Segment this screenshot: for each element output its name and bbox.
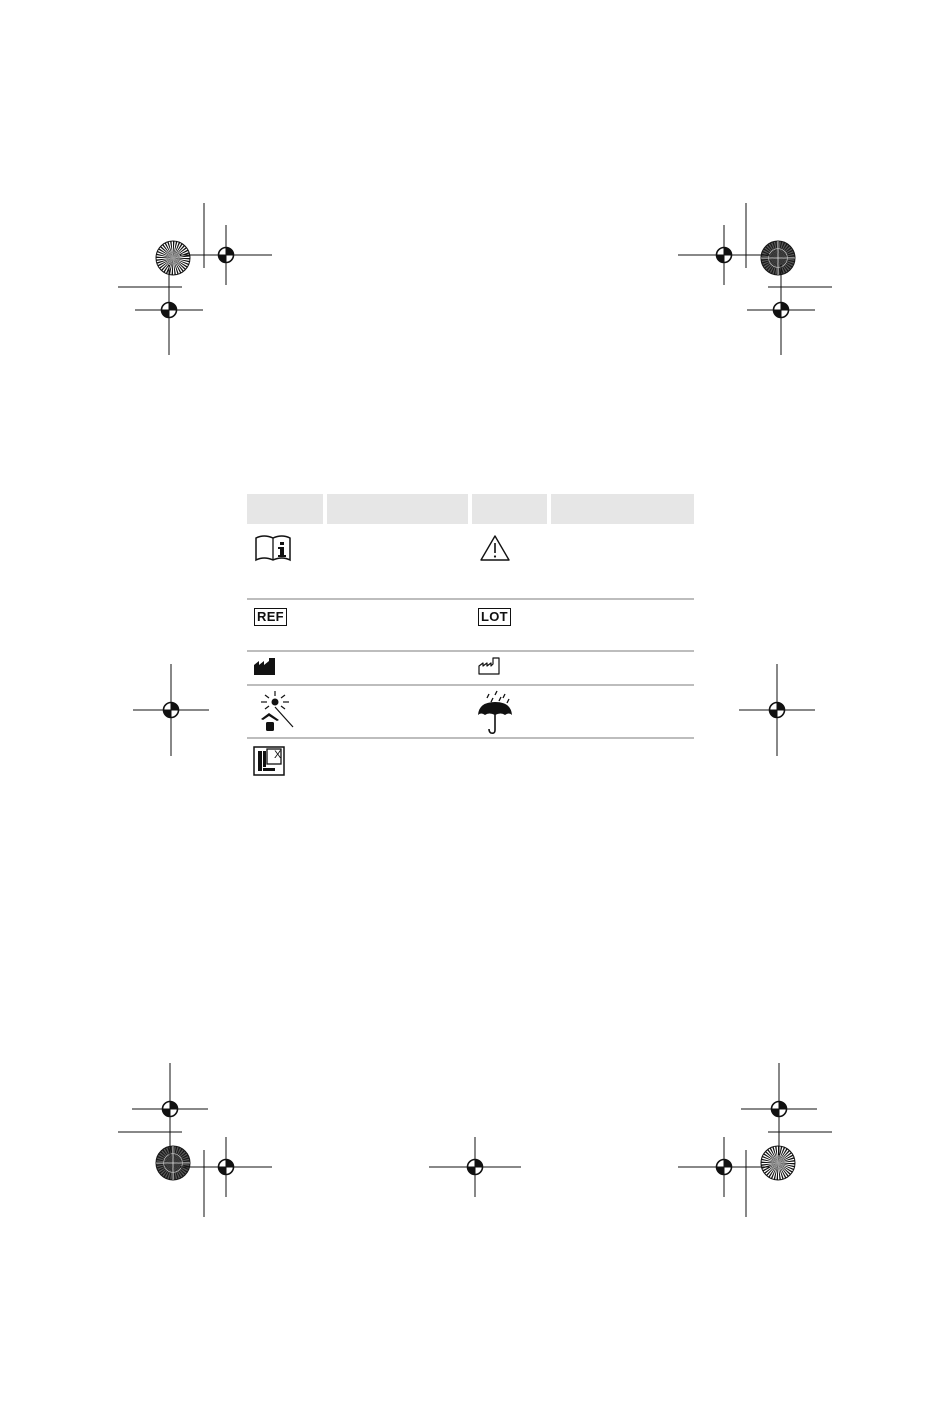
keep-away-from-sunlight-icon [253,691,297,733]
registration-target [132,1063,208,1155]
star-target [156,1146,190,1180]
registration-target [133,664,209,756]
registration-target [741,1063,817,1155]
star-target [761,241,795,275]
radiography-x-label: X [274,749,282,761]
registration-target [135,265,203,355]
row-divider [247,737,694,739]
registration-target [180,225,272,285]
row-divider [247,684,694,686]
registration-target [180,1137,272,1197]
star-target [156,241,190,275]
caution-triangle-icon [479,534,511,562]
manufacturer-icon [254,657,278,675]
row-divider [247,650,694,652]
instructions-for-use-icon [254,534,292,562]
catalogue-number-icon: REF [254,608,287,626]
registration-target [678,1137,770,1197]
header-cell-2 [327,494,468,524]
registration-target [429,1137,521,1197]
date-of-manufacture-icon [478,657,502,675]
registration-target [678,225,770,285]
registration-target [739,664,815,756]
header-cell-4 [551,494,694,524]
keep-dry-icon [476,690,516,736]
registration-target [747,265,815,355]
row-divider [247,598,694,600]
star-target [761,1146,795,1180]
header-cell-3 [472,494,547,524]
header-cell-1 [247,494,323,524]
batch-code-icon: LOT [478,608,511,626]
